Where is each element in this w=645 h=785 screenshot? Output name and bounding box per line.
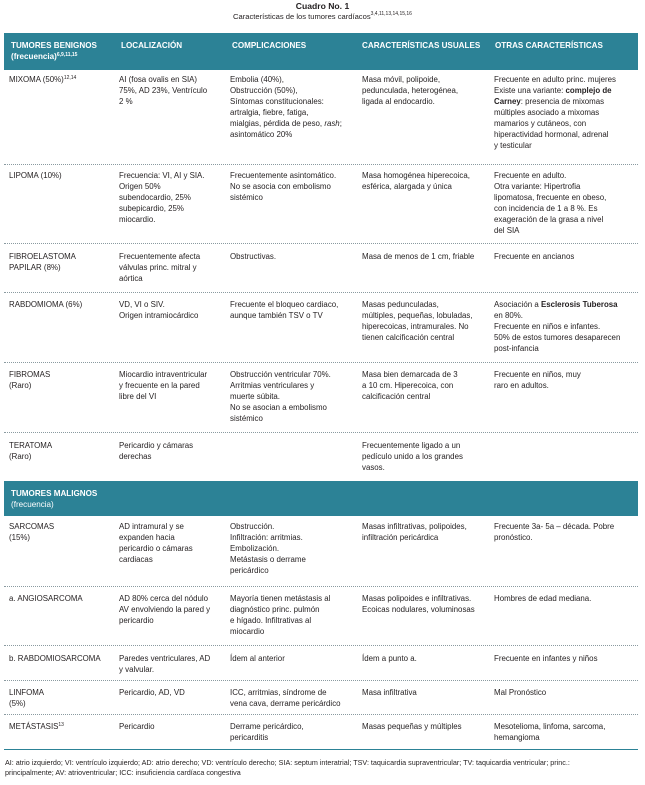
row-complicaciones: Ídem al anterior bbox=[230, 654, 285, 663]
row-otras: Frecuente en ancianos bbox=[494, 252, 575, 261]
row-localizacion: Frecuentemente afecta válvulas princ. mitral y aórtica bbox=[119, 252, 201, 283]
row-name: SARCOMAS (15%) bbox=[9, 522, 55, 542]
row-separator bbox=[4, 586, 638, 587]
row-complicaciones: Embolia (40%), Obstrucción (50%), Síntomas constitucionales: artralgia, fiebre, fatiga, mialgias, pérdida de peso, rash; asintomático 20% bbox=[230, 75, 342, 139]
row-localizacion: Pericardio y cámaras derechas bbox=[119, 441, 194, 461]
row-separator bbox=[4, 243, 638, 244]
row-caracteristicas: Masa infiltrativa bbox=[362, 688, 417, 697]
row-complicaciones: Mayoría tienen metástasis al diagnóstico princ. pulmón e hígado. Infiltrativas al miocardio bbox=[230, 594, 331, 636]
row-otras: Frecuente 3a- 5a – década. Pobre pronóstico. bbox=[494, 522, 615, 542]
table-title: Cuadro No. 1 bbox=[295, 1, 350, 11]
row-otras: Mesotelioma, linfoma, sarcoma, hemangioma bbox=[494, 722, 606, 742]
row-localizacion: Miocardio intraventricular y frecuente en la pared libre del VI bbox=[119, 370, 208, 401]
row-caracteristicas: Masas polipoides e infiltrativas. Ecoicas nodulares, voluminosas bbox=[362, 594, 475, 614]
header-caracteristicas-usuales: CARACTERÍSTICAS USUALES bbox=[362, 41, 481, 50]
header-localizacion: LOCALIZACIÓN bbox=[121, 41, 183, 50]
row-separator bbox=[4, 292, 638, 293]
row-caracteristicas: Ídem a punto a. bbox=[362, 654, 417, 663]
row-localizacion: VD, VI o SIV. Origen intramiocárdico bbox=[119, 300, 199, 320]
row-complicaciones: Derrame pericárdico, pericarditis bbox=[230, 722, 304, 742]
row-localizacion: Frecuencia: VI, AI y SIA. Origen 50% subendocardio, 25% subepicardio, 25% miocardio. bbox=[119, 171, 205, 224]
table-header bbox=[4, 33, 638, 70]
row-name: FIBROELASTOMA PAPILAR (8%) bbox=[9, 252, 76, 272]
row-name: RABDOMIOMA (6%) bbox=[9, 300, 83, 309]
row-separator bbox=[4, 645, 638, 646]
row-localizacion: AI (fosa ovalis en SIA) 75%, AD 23%, Ventrículo 2 % bbox=[119, 75, 208, 106]
row-otras: Frecuente en infantes y niños bbox=[494, 654, 598, 663]
row-otras: Mal Pronóstico bbox=[494, 688, 547, 697]
row-name: a. ANGIOSARCOMA bbox=[9, 594, 83, 603]
row-caracteristicas: Masas pedunculadas, múltiples, pequeñas, lobuladas, hiperecoicas, intramurales. No tienen calcificación central bbox=[362, 300, 473, 342]
row-complicaciones: Frecuente el bloqueo cardiaco, aunque también TSV o TV bbox=[230, 300, 339, 320]
header-tumores-malignos: TUMORES MALIGNOS (frecuencia) bbox=[11, 489, 98, 509]
row-name: LINFOMA (5%) bbox=[9, 688, 45, 708]
row-separator bbox=[4, 164, 638, 165]
row-separator bbox=[4, 680, 638, 681]
header-complicaciones: COMPLICACIONES bbox=[232, 41, 307, 50]
row-separator bbox=[4, 714, 638, 715]
row-caracteristicas: Masas pequeñas y múltiples bbox=[362, 722, 462, 731]
row-caracteristicas: Masa de menos de 1 cm, friable bbox=[362, 252, 475, 261]
row-complicaciones: ICC, arritmias, síndrome de vena cava, derrame pericárdico bbox=[230, 688, 341, 708]
row-name: MIXOMA $(50\%)^{12,14}$ bbox=[9, 75, 77, 84]
row-otras: Asociación a Esclerosis Tuberosa en 80%. Frecuente en niños e infantes. 50% de estos tumores desaparecen post-infancia bbox=[494, 300, 621, 353]
row-name: LIPOMA (10%) bbox=[9, 171, 62, 180]
row-complicaciones: Obstructivas. bbox=[230, 252, 277, 261]
row-complicaciones: Obstrucción ventricular 70%. Arritmias ventriculares y muerte súbita. No se asocian a embolismo sistémico bbox=[230, 370, 331, 423]
row-otras: Frecuente en adulto princ. mujeres Existe una variante: complejo de Carney: presencia de mixomas múltiples asociado a mixomas mamarios y cutáneos, con hiperactividad hormonal, adrenal y testicular bbox=[494, 75, 616, 150]
row-otras: Hombres de edad mediana. bbox=[494, 594, 592, 603]
row-separator bbox=[4, 432, 638, 433]
footnote: AI: atrio izquierdo; VI: ventrículo izquierdo; AD: atrio derecho; VD: ventrículo derecho; SIA: septum interatrial; TSV: taquicardia supraventricular; TV: taquicardia ventricular; princ.: principalmente; AV: atrioventricular; ICC: insuficiencia cardíaca congestiva bbox=[5, 758, 570, 777]
row-localizacion: AD intramural y se expanden hacia pericardio o cámaras cardiacas bbox=[119, 522, 193, 564]
row-otras: Frecuente en adulto. Otra variante: Hipertrofia lipomatosa, frecuente en obeso, con incidencia de 1 a 8 %. Es exageración de la grasa a nivel del SIA bbox=[494, 171, 607, 235]
row-otras: Frecuente en niños, muy raro en adultos. bbox=[494, 370, 581, 390]
row-caracteristicas: Frecuentemente ligado a un pedículo unido a los grandes vasos. bbox=[362, 441, 463, 472]
header-tumores-benignos: TUMORES BENIGNOS (frecuencia)$^{6,9,11,15}$ bbox=[11, 41, 97, 61]
row-localizacion: Paredes ventriculares, AD y valvular. bbox=[119, 654, 211, 674]
row-name: b. RABDOMIOSARCOMA bbox=[9, 654, 101, 663]
row-complicaciones: Frecuentemente asintomático. No se asocia con embolismo sistémico bbox=[230, 171, 337, 202]
table-bottom-rule bbox=[4, 749, 638, 750]
row-caracteristicas: Masa homogénea hiperecoica, esférica, alargada y única bbox=[362, 171, 470, 191]
row-localizacion: Pericardio, AD, VD bbox=[119, 688, 185, 697]
row-localizacion: Pericardio bbox=[119, 722, 155, 731]
section-header-malignos bbox=[4, 481, 638, 516]
row-caracteristicas: Masa móvil, polipoide, pedunculada, heterogénea, ligada al endocardio. bbox=[362, 75, 459, 106]
row-localizacion: AD 80% cerca del nódulo AV envolviendo la pared y pericardio bbox=[119, 594, 211, 625]
row-caracteristicas: Masa bien demarcada de 3 a 10 cm. Hiperecoica, con calcificación central bbox=[362, 370, 458, 401]
row-name: FIBROMAS (Raro) bbox=[9, 370, 51, 390]
row-caracteristicas: Masas infiltrativas, polipoides, infiltración pericárdica bbox=[362, 522, 467, 542]
row-complicaciones: Obstrucción. Infiltración: arritmias. Embolización. Metástasis o derrame pericárdico bbox=[230, 522, 306, 575]
row-name: TERATOMA (Raro) bbox=[9, 441, 53, 461]
table-subtitle: Características de los tumores cardíacos$^{3,4,11,13,14,15,16}$ bbox=[233, 11, 412, 21]
row-name: METÁSTASIS$^{13}$ bbox=[9, 722, 64, 731]
subtitle-refs: 3,4,11,13,14,15,16 bbox=[370, 11, 412, 17]
row-separator bbox=[4, 362, 638, 363]
header-otras-caracteristicas: OTRAS CARACTERÍSTICAS bbox=[495, 41, 603, 50]
